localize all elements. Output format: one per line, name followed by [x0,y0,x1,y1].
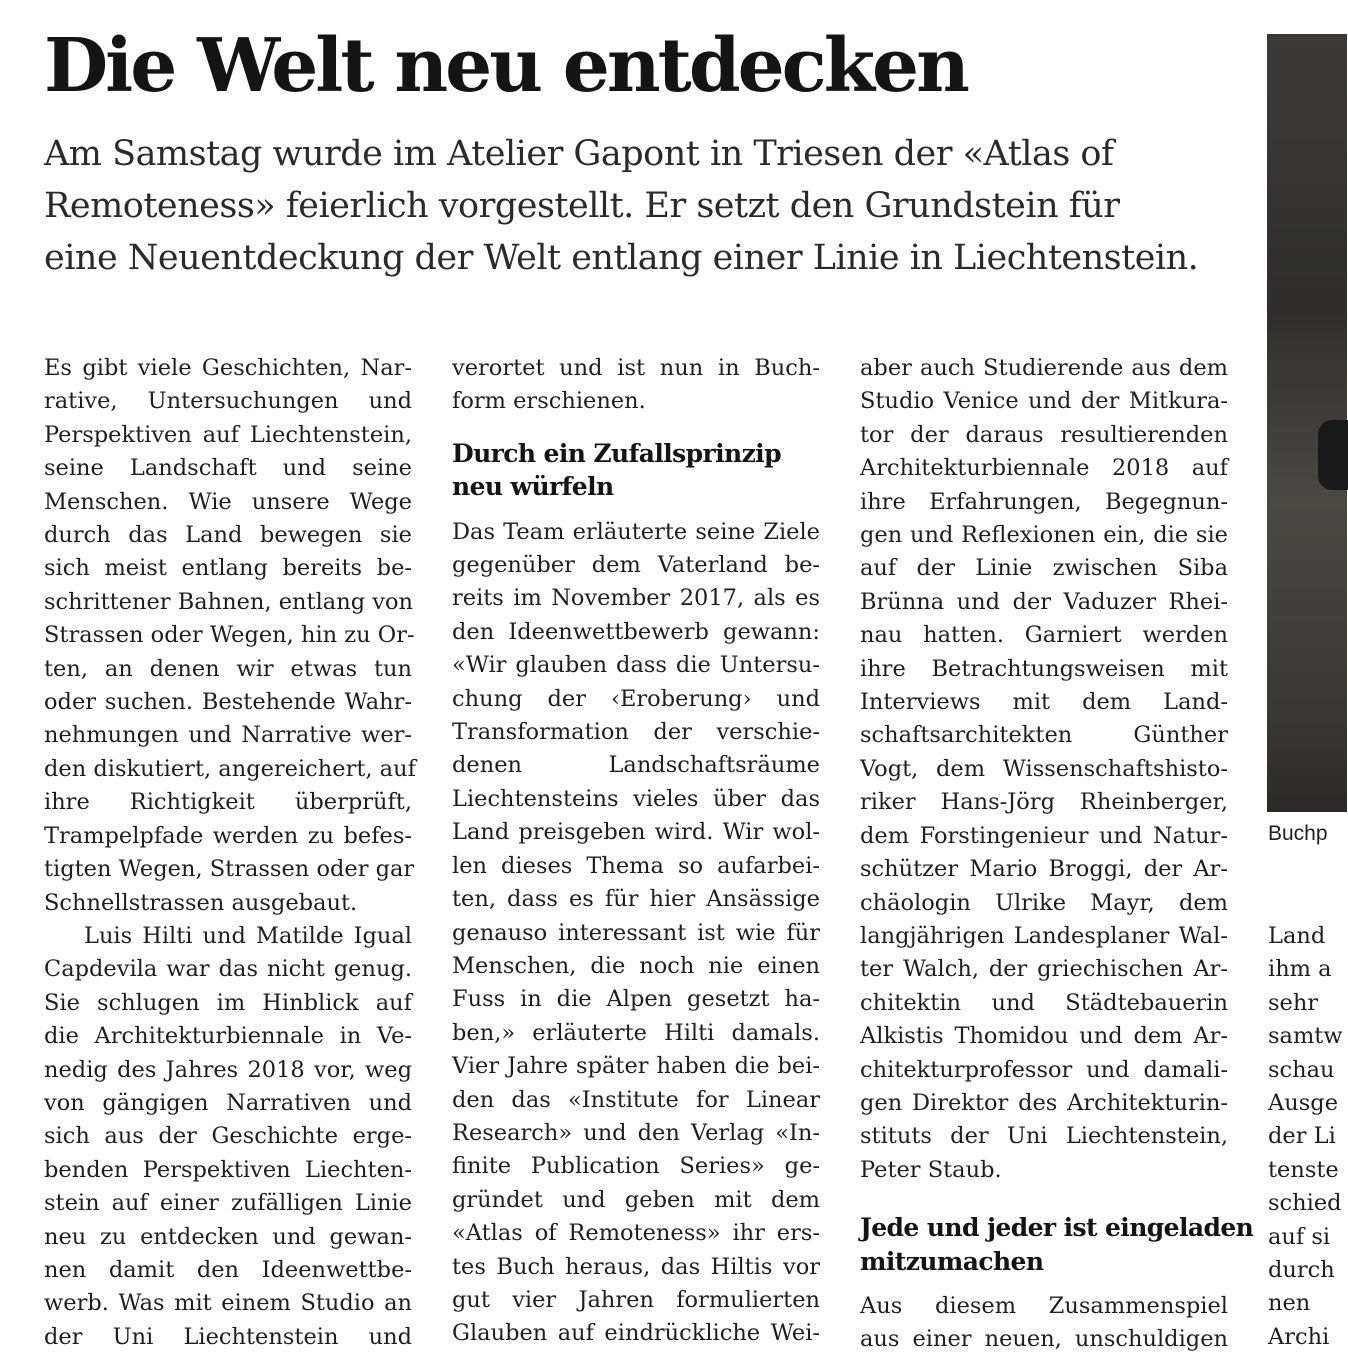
text-line: schied [1268,1190,1342,1217]
text-line: stein auf einer zufälligen Linie [44,1190,412,1217]
text-line: schrittener Bahnen, entlang von [44,588,413,615]
text-line: ihre Betrachtungsweisen mit [860,655,1228,682]
text-line: Land [1268,923,1326,949]
text-line: Architekturbiennale 2018 auf [860,455,1228,482]
article-column-2 [452,352,820,1351]
text-line: dem Forstingenieur und Natur- [860,822,1228,849]
text-line: tenste [1268,1156,1339,1183]
text-line: langjährigen Landesplaner Wal- [860,922,1228,949]
text-line: ten, an denen wir etwas tun [44,655,412,682]
text-line: sich aus der Geschichte erge- [44,1123,412,1150]
text-line: Sie schlugen im Hinblick auf [44,989,412,1016]
text-line: gen und Reflexionen ein, die sie [860,522,1228,549]
text-line: Strassen oder Wegen, hin zu Or- [44,622,415,649]
text-line: aus einer neuen, unschuldigen [860,1326,1228,1353]
text-line: den Ideenwettbewerb gewann: [452,618,820,645]
text-line: Brünna und der Vaduzer Rhei- [860,588,1228,615]
text-line: tor der daraus resultierenden [860,421,1228,448]
text-line: «Wir glauben dass die Untersu- [452,652,820,679]
text-line: denen Landschaftsräume [452,752,820,779]
text-line: Archi [1268,1323,1330,1350]
text-line: Ausge [1268,1090,1339,1117]
text-line: aber auch Studierende aus dem [860,355,1228,381]
lead-line: eine Neuentdeckung der Welt entlang einer Linie in Liechtenstein. [44,238,1199,278]
article-column-3 [860,352,1254,1357]
text-line: nen [1268,1290,1311,1317]
text-line: sich meist entlang bereits be- [44,555,412,582]
photo-caption: Buchp [1268,822,1328,845]
text-line: form erschienen. [452,388,646,415]
text-line: ihre Erfahrungen, Begegnun- [860,488,1228,515]
text-line: Vogt, dem Wissenschaftshisto- [860,755,1228,782]
text-line: von gängigen Narrativen und [44,1089,412,1116]
text-line: chung der ‹Eroberung› und [452,685,820,712]
article-column-1 [44,352,416,1354]
text-line: Schnellstrassen ausgebaut. [44,889,358,916]
text-line: schau [1268,1056,1335,1083]
text-line: len dieses Thema so aufarbei- [452,852,820,879]
text-line: auf der Linie zwischen Siba [860,555,1228,582]
subheading: Durch ein Zufallsprinzip [452,438,781,468]
text-line: Trampelpfade werden zu befes- [44,822,412,849]
text-line: der Li [1268,1123,1336,1150]
text-line: ihm a [1268,956,1332,983]
text-line: chäologin Ulrike Mayr, dem [860,889,1228,916]
text-line: stituts der Uni Liechtenstein, [860,1123,1228,1150]
text-line: nedig des Jahres 2018 vor, weg [44,1056,412,1083]
text-line: auf si [1268,1223,1331,1250]
text-line: Peter Staub. [860,1156,1002,1183]
text-line: Perspektiven auf Liechtenstein, [44,421,412,448]
text-line: Capdevila war das nicht genug. [44,956,412,983]
text-line: «Atlas of Remoteness» ihr ers- [452,1220,820,1247]
lead-line: Am Samstag wurde im Atelier Gapont in Triesen der «Atlas of [44,134,1114,174]
text-line: Fuss in die Alpen gesetzt ha- [452,986,820,1013]
text-line: neu zu entdecken und gewan- [44,1223,412,1250]
subheading: mitzumachen [860,1246,1044,1276]
text-line: Menschen. Wie unsere Wege [44,488,412,515]
text-line: Interviews mit dem Land- [860,689,1228,716]
text-line: ben,» erläuterte Hilti damals. [452,1019,820,1046]
article-column-4-clipped [1268,920,1348,1354]
text-line: reits im November 2017, als es [452,585,820,612]
text-line: Aus diesem Zusammenspiel [860,1292,1228,1319]
text-line: ten, dass es für hier Ansässige [452,886,820,913]
text-line: ihre Richtigkeit überprüft, [44,789,412,816]
text-line: tigten Wegen, Strassen oder gar [44,856,415,883]
text-line: schaftsarchitekten Günther [860,722,1228,749]
text-line: seine Landschaft und seine [44,455,412,482]
text-line: benden Perspektiven Liechten- [44,1156,412,1183]
text-line: den diskutiert, angereichert, auf [44,755,416,782]
text-line: nen damit den Ideenwettbe- [44,1256,412,1283]
text-line: finite Publication Series» ge- [452,1153,820,1180]
text-line: nau hatten. Garniert werden [860,622,1228,649]
text-line: tes Buch heraus, das Hiltis vor [452,1253,820,1280]
text-line: den das «Institute for Linear [452,1086,820,1113]
text-line: sehr [1268,989,1319,1016]
text-line: Land preisgeben wird. Wir wol- [452,819,820,846]
photo-detail [1318,420,1348,490]
text-line: riker Hans-Jörg Rheinberger, [860,789,1228,816]
text-line: gut vier Jahren formulierten [452,1286,820,1313]
text-line: Glauben auf eindrückliche Wei- [452,1320,820,1347]
subheading: Jede und jeder ist eingeladen [860,1213,1254,1243]
text-line: gegenüber dem Vaterland be- [452,552,820,579]
text-line: verortet und ist nun in Buch- [452,355,820,381]
headline: Die Welt neu entdecken [44,23,967,109]
text-line: samtw [1268,1023,1343,1050]
text-line: oder suchen. Bestehende Wahr- [44,689,412,716]
text-line: Das Team erläuterte seine Ziele [452,518,820,545]
text-line: gen Direktor des Architekturin- [860,1089,1228,1116]
text-line: durch das Land bewegen sie [44,522,412,549]
text-line: Liechtensteins vieles über das [452,785,820,812]
text-line: Research» und den Verlag «In- [452,1119,820,1146]
text-line: Transformation der verschie- [452,719,820,746]
text-line: die Architekturbiennale in Ve- [44,1023,412,1050]
subheading: neu würfeln [452,472,614,502]
text-line: genauso interessant ist wie für [452,919,820,946]
text-line: werb. Was mit einem Studio an [44,1290,412,1317]
text-line: Luis Hilti und Matilde Igual [84,922,412,949]
text-line: der Uni Liechtenstein und [44,1323,412,1350]
text-line: chitektin und Städtebauerin [860,989,1228,1016]
text-line: Menschen, die noch nie einen [452,952,820,979]
text-line: rative, Untersuchungen und [44,388,412,415]
text-line: Studio Venice und der Mitkura- [860,388,1228,415]
text-line: gründet und geben mit dem [452,1186,820,1213]
text-line: ter Walch, der griechischen Ar- [860,956,1228,983]
text-line: chitekturprofessor und damali- [860,1056,1228,1083]
text-line: Es gibt viele Geschichten, Nar- [44,355,412,381]
text-line: Vier Jahre später haben die bei- [452,1053,820,1080]
text-line: nehmungen und Narrative wer- [44,722,412,749]
text-line: schützer Mario Broggi, der Ar- [860,856,1228,883]
lead-paragraph [44,128,1234,284]
text-line: Alkistis Thomidou und dem Ar- [860,1023,1228,1050]
lead-line: Remoteness» feierlich vorgestellt. Er setzt den Grundstein für [44,186,1120,226]
text-line: durch [1268,1257,1335,1284]
